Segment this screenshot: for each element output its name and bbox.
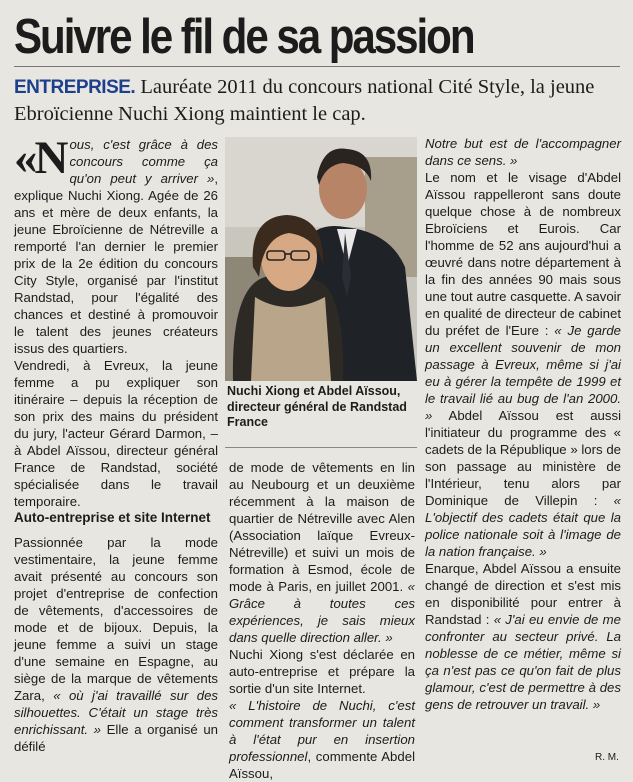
col3-paragraph-1 (425, 169, 621, 560)
col2-text-3: , commente Abdel Aïssou, (229, 749, 415, 781)
col1b-text: Passionnée par la mode vestimentaire, la jeune femme avait présenté au concours son projet d'entreprise de confection de vêtements, d'accessoires de mode et de bijoux. Depuis, la jeune femme a suivi un stage d'une semaine en Espagne, au siège de la marque de vêtements Zara, (14, 535, 218, 703)
byline-initials: R. M. (595, 752, 619, 763)
photo-illustration (225, 137, 417, 381)
article-photo (225, 137, 417, 381)
col2-quote-2: « L'histoire de Nuchi, c'est comment transformer un talent à l'état pur en insertion professionnel (229, 698, 415, 764)
col2-paragraph-3 (229, 697, 415, 782)
column-3 (425, 135, 621, 713)
lead-text: Lauréate 2011 du concours national Cité Style, la jeune Ebroïcienne Nuchi Xiong maintient le cap. (14, 76, 595, 125)
col3-text-1: Le nom et le visage d'Abdel Aïssou rappelleront sans doute quelque chose à de nombreux Ebroïciens et Eurois. Car l'homme de 52 ans aujourd'hui a œuvré dans notre département à la fin des années 90 mais sous une tout autre casquette. A savoir en qualité de directeur de cabinet du préfet de l'Eure : (425, 170, 621, 338)
col3-quote-2: « L'objectif des cadets était que la police nationale soit à l'image de la nation française. » (425, 493, 621, 559)
col1-paragraph-2: Vendredi, à Evreux, la jeune femme a pu expliquer son itinéraire – depuis la réception de son prix des mains du président du jury, l'acteur Gérard Darmon, – à Abdel Aïssou, directeur général France de Randstad, société spécialisée dans le travail temporaire. (14, 358, 218, 509)
col3-text-1b: Abdel Aïssou est aussi l'initiateur du programme des « cadets de la République » lors de son passage au ministère de l'Intérieur, tenu alors par Dominique de Villepin : (425, 408, 621, 508)
col3-quote-0: Notre but est de l'accompagner dans ce sens. » (425, 136, 621, 168)
col2-paragraph-1 (229, 459, 415, 646)
col3-paragraph-0 (425, 135, 621, 169)
col3-text-2: Enarque, Abdel Aïssou a ensuite changé de direction et s'est mis en disponibilité pour entrer à Randstad : (425, 561, 621, 627)
col1b-text-end: Elle a organisé un défilé (14, 722, 218, 754)
col1-paragraph-1 (14, 132, 218, 357)
col2-text-1: de mode de vêtements en lin au Neubourg et un deuxième récemment à la maison de quartier de Nétreville avec Alen (Association laïque Evreux-Nétreville) et suivi un mois de formation à Esmod, école de mode à Paris, en juillet 2001. (229, 460, 415, 594)
column-2 (229, 459, 415, 782)
lead-paragraph (14, 74, 626, 127)
photo-caption: Nuchi Xiong et Abdel Aïssou, directeur général de Randstad France (227, 384, 407, 429)
col2-quote-1: « Grâce à toutes ces expériences, je sais mieux dans quelle direction aller. » (229, 579, 415, 645)
col1-text-1: , explique Nuchi Xiong. Agée de 26 ans et mère de deux enfants, la jeune Ebroïcienne de Nétreville a remporté l'an dernier le premier prix de la 2e édition du concours City Style, organisé par l'institut Randstad, pour l'égalité des chances et destiné à promouvoir le talent des jeunes créateurs issus des quartiers. (14, 171, 218, 356)
col3-quote-3: « J'ai eu envie de me confronter au secteur privé. La noblesse de ce métier, même si ça n'est pas ce qu'on fait de plus glamour, c'est de permettre à des gens de retrouver un travail. » (425, 612, 621, 712)
drop-cap: «N (14, 132, 66, 184)
col1-quote-1: ous, c'est grâce à des concours comme ça qu'on peut y arriver » (69, 137, 218, 186)
col3-paragraph-2 (425, 560, 621, 713)
headline-rule (14, 66, 620, 67)
subheading: Auto-entreprise et site Internet (14, 510, 211, 525)
column-1-bottom (14, 509, 218, 755)
column-1-top (14, 132, 218, 510)
col1b-quote: « où j'ai travaillé sur des silhouettes. C'était un stage très enrichissant. » (14, 688, 218, 737)
section-kicker: ENTREPRISE. (14, 77, 136, 98)
col2-paragraph-2: Nuchi Xiong s'est déclarée en auto-entreprise et prépare la sortie d'un site Internet. (229, 647, 415, 696)
col3-quote-1: « Je garde un excellent souvenir de mon passage à Evreux, même si j'ai eu à gérer la tempête de 1999 et le travail lié au bug de l'an 2000. » (425, 323, 621, 423)
caption-rule (225, 447, 417, 448)
col1b-paragraph (14, 534, 218, 755)
headline: Suivre le fil de sa passion (14, 10, 474, 64)
